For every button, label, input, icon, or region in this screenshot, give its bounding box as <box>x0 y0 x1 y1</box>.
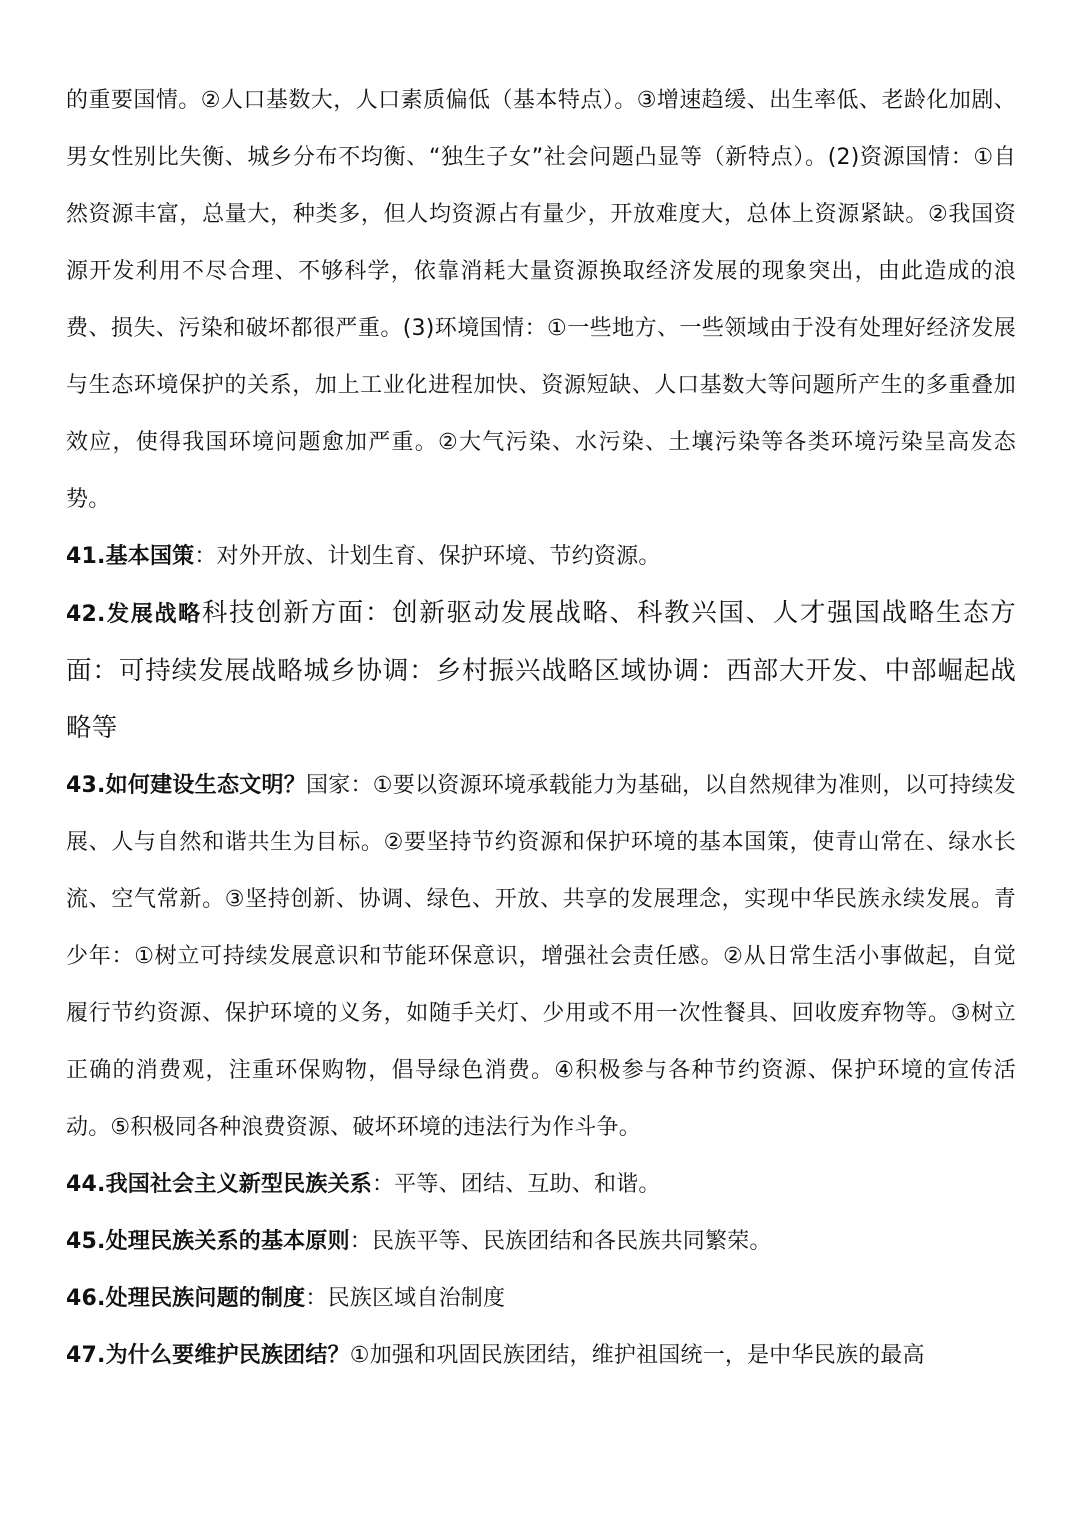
paragraph-text: 国家：①要以资源环境承载能力为基础，以自然规律为准则，以可持续发展、人与自然和谐共生为目标。②要坚持节约资源和保护环境的基本国策，使青山常在、绿水长流、空气常新。③坚持创新、协调、绿色、开放、共享的发展理念，实现中华民族永续发展。青少年：①树立可持续发展意识和节能环保意识，增强社会责任感。②从日常生活小事做起，自觉履行节约资源、保护环境的义务，如随手关灯、少用或不用一次性餐具、回收废弃物等。③树立正确的消费观，注重环保购物，倡导绿色消费。④积极参与各种节约资源、保护环境的宣传活动。⑤积极同各种浪费资源、破坏环境的违法行为作斗争。 <box>66 773 1016 1140</box>
paragraph-text: ①加强和巩固民族团结，维护祖国统一，是中华民族的最高 <box>349 1343 925 1368</box>
paragraph-47-ethnic-unity <box>66 1327 1016 1384</box>
paragraph-term: 42.发展战略 <box>66 602 202 627</box>
paragraph-text: 的重要国情。②人口基数大，人口素质偏低（基本特点）。③增速趋缓、出生率低、老龄化加剧、男女性别比失衡、城乡分布不均衡、“独生子女”社会问题凸显等（新特点）。(2)资源国情：①自然资源丰富，总量大，种类多，但人均资源占有量少，开放难度大，总体上资源紧缺。②我国资源开发利用不尽合理、不够科学，依靠消耗大量资源换取经济发展的现象突出，由此造成的浪费、损失、污染和破坏都很严重。(3)环境国情：①一些地方、一些领域由于没有处理好经济发展与生态环境保护的关系，加上工业化进程加快、资源短缺、人口基数大等问题所产生的多重叠加效应，使得我国环境问题愈加严重。②大气污染、水污染、土壤污染等各类环境污染呈高发态势。 <box>66 88 1016 512</box>
paragraph-text: 科技创新方面：创新驱动发展战略、科教兴国、人才强国战略生态方面：可持续发展战略城乡协调：乡村振兴战略区域协调：西部大开发、中部崛起战略等 <box>66 598 1016 743</box>
paragraph-46-ethnic-system <box>66 1270 1016 1327</box>
paragraph-text: ：民族平等、民族团结和各民族共同繁荣。 <box>349 1229 772 1254</box>
paragraph-42-development-strategy <box>66 585 1016 757</box>
paragraph-43-ecological-civilization <box>66 757 1016 1156</box>
paragraph-term: 47.为什么要维护民族团结？ <box>66 1343 350 1368</box>
paragraph-44-ethnic-relations <box>66 1156 1016 1213</box>
paragraph-national-conditions <box>66 72 1016 528</box>
paragraph-45-basic-principles <box>66 1213 1016 1270</box>
paragraph-term: 41.基本国策 <box>66 544 195 569</box>
paragraph-text: ：平等、团结、互助、和谐。 <box>371 1172 661 1197</box>
paragraph-text: ：对外开放、计划生育、保护环境、节约资源。 <box>194 544 661 569</box>
document-page <box>66 72 1016 1384</box>
paragraph-text: ：民族区域自治制度 <box>305 1286 506 1311</box>
paragraph-term: 46.处理民族问题的制度 <box>66 1286 306 1311</box>
paragraph-term: 44.我国社会主义新型民族关系 <box>66 1172 372 1197</box>
paragraph-term: 45.处理民族关系的基本原则 <box>66 1229 350 1254</box>
paragraph-41-basic-national-policy <box>66 528 1016 585</box>
paragraph-term: 43.如何建设生态文明？ <box>66 773 306 798</box>
